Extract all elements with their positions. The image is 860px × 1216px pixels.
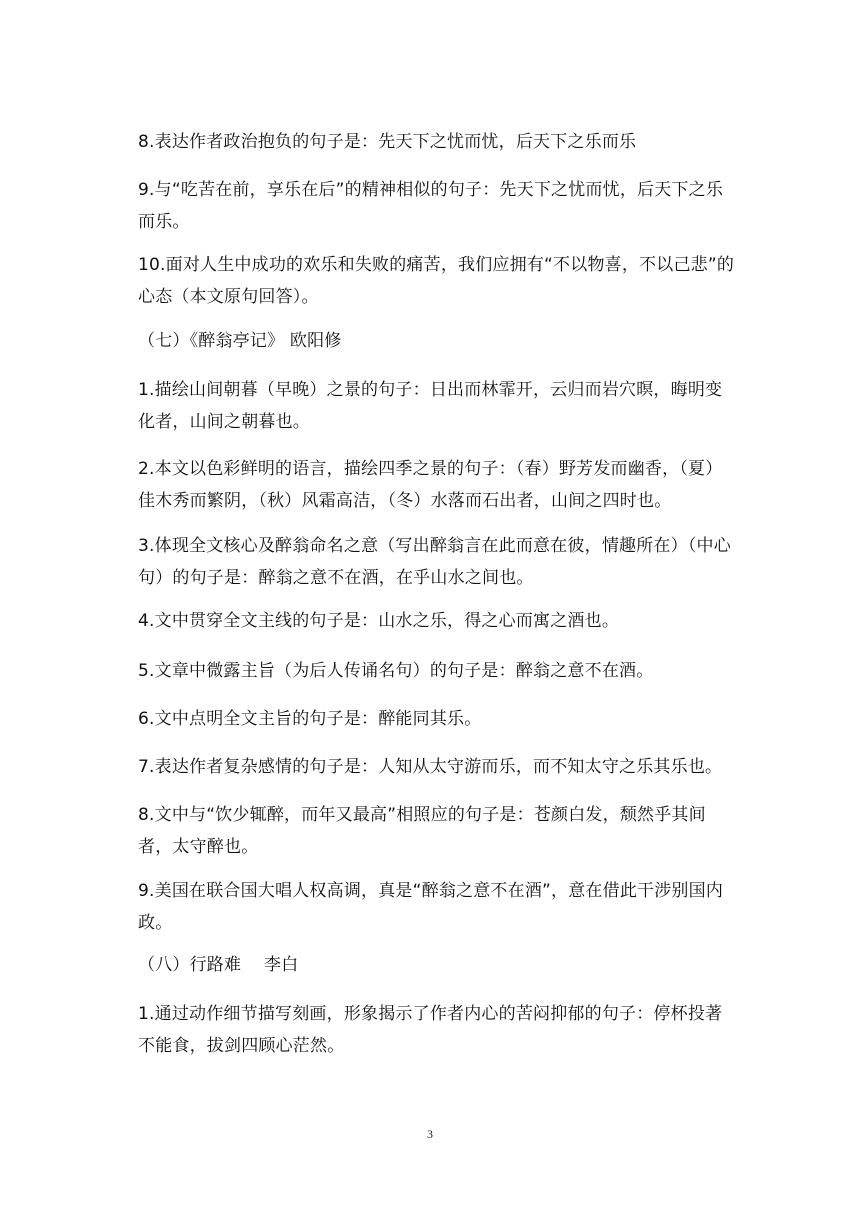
quote-item: 9.美国在联合国大唱人权高调，真是“醉翁之意不在酒”，意在借此干涉别国内政。: [138, 881, 724, 933]
quote-item: 1.通过动作细节描写刻画，形象揭示了作者内心的苦闷抑郁的句子：停杯投著不能食，拔剑四顾心茫然。: [138, 1004, 723, 1056]
quote-item: 8.文中与“饮少辄醉，而年又最高”相照应的句子是：苍颜白发，颓然乎其间者，太守醉也。: [138, 805, 706, 857]
quote-item: 1.描绘山间朝暮（早晚）之景的句子：日出而林霏开，云归而岩穴暝，晦明变化者，山间之朝暮也。: [138, 380, 723, 432]
quote-item: 5.文章中微露主旨（为后人传诵名句）的句子是：醉翁之意不在酒。: [138, 661, 654, 681]
quote-item: 8.表达作者政治抱负的句子是：先天下之忧而忧，后天下之乐而乐: [138, 132, 637, 152]
quote-item: 7.表达作者复杂感情的句子是：人知从太守游而乐，而不知太守之乐其乐也。: [138, 757, 723, 777]
quote-item: 3.体现全文核心及醉翁命名之意（写出醉翁言在此而意在彼，情趣所在）（中心句）的句子是：醉翁之意不在酒，在乎山水之间也。: [138, 536, 731, 588]
quote-item: 4.文中贯穿全文主线的句子是：山水之乐，得之心而寓之酒也。: [138, 611, 620, 631]
quote-item: 2.本文以色彩鲜明的语言，描绘四季之景的句子：（春）野芳发而幽香，（夏）佳木秀而繁阴，（秋）风霜高洁，（冬）水落而石出者，山间之四时也。: [138, 459, 723, 511]
page-number: 3: [427, 1127, 433, 1141]
section-heading: （七）《醉翁亭记》 欧阳修: [138, 331, 342, 351]
section-heading: （八）行路难 李白: [138, 955, 299, 975]
quote-item: 10.面对人生中成功的欢乐和失败的痛苦，我们应拥有“不以物喜，不以己悲”的心态（本文原句回答）。: [138, 255, 735, 307]
quote-item: 6.文中点明全文主旨的句子是：醉能同其乐。: [138, 709, 482, 729]
quote-item: 9.与“吃苦在前，享乐在后”的精神相似的句子：先天下之忧而忧，后天下之乐而乐。: [138, 180, 724, 232]
